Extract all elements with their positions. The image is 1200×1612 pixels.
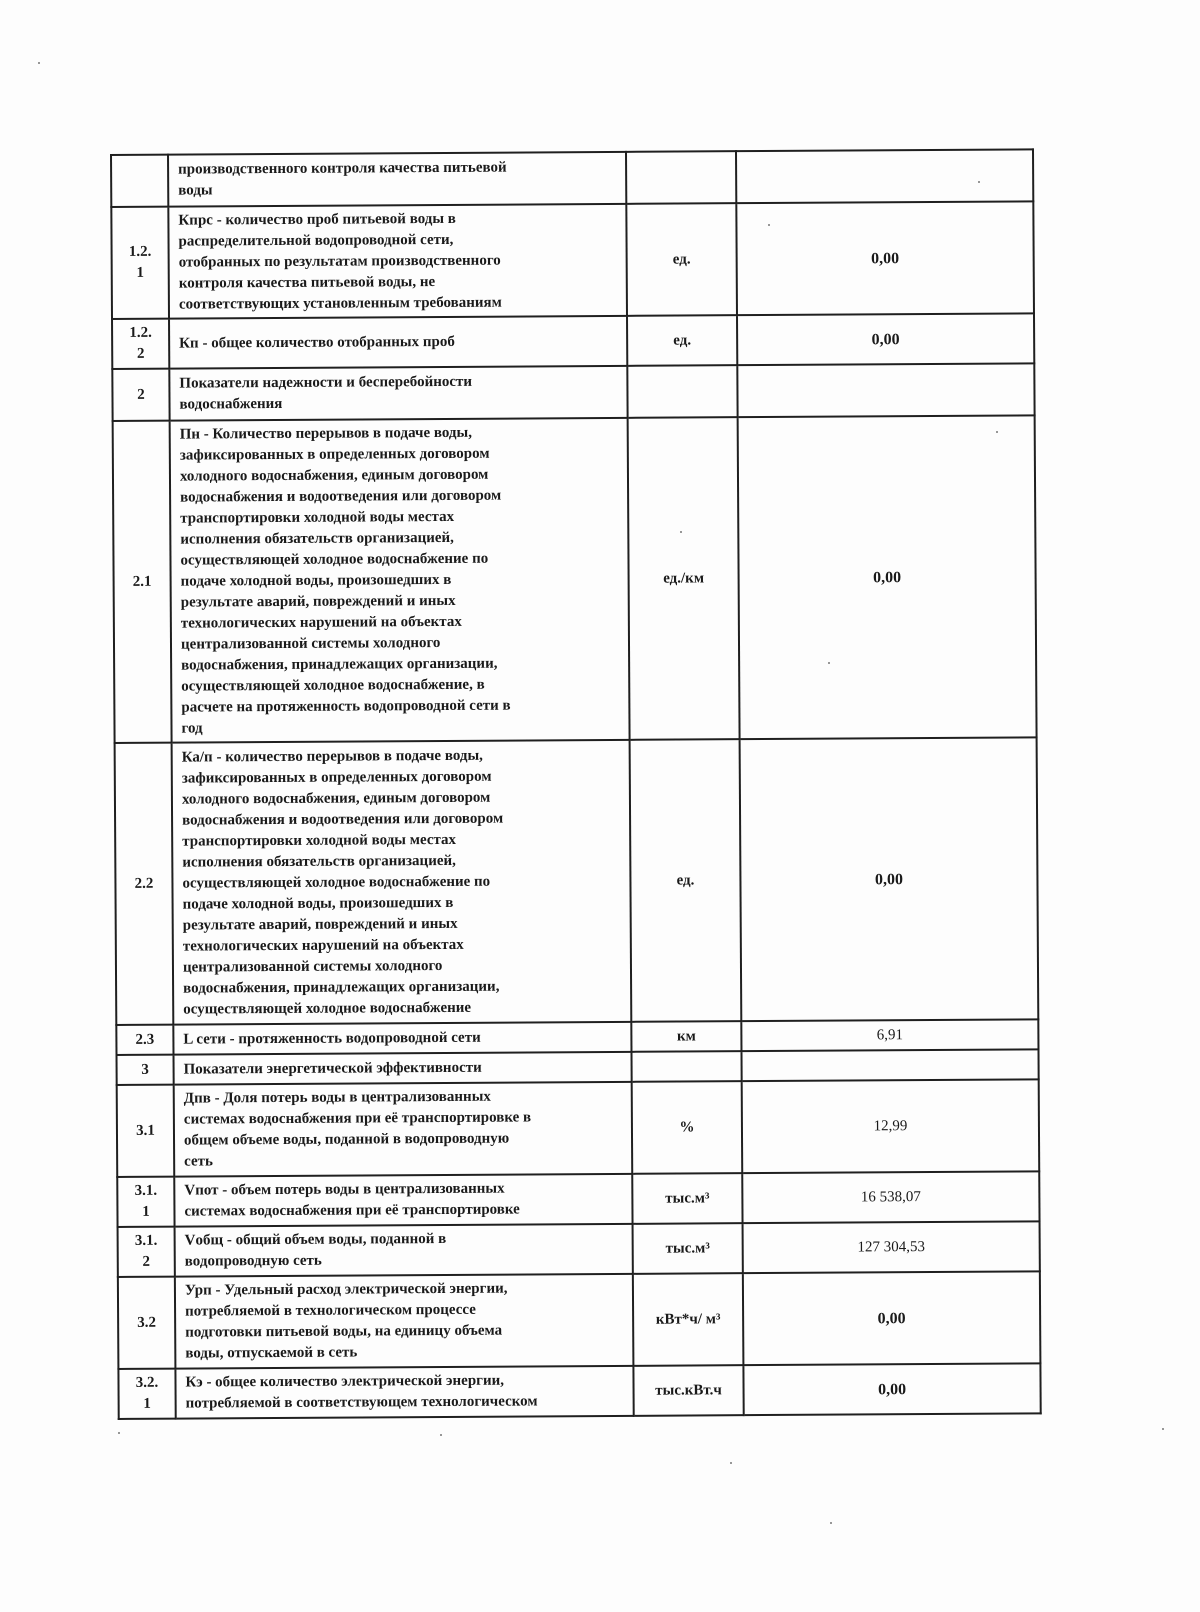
value-cell: 12,99 (742, 1079, 1040, 1173)
unit-cell: ед. (626, 203, 737, 316)
description-line: потребляемой в технологическом процессе (185, 1301, 476, 1320)
description-line: Кп - общее количество отобранных проб (179, 333, 455, 352)
indicator-description (174, 1052, 632, 1085)
row-number-line: 3.1. (134, 1182, 158, 1199)
description-line: общем объеме воды, поданной в водопроводную (183, 1130, 510, 1149)
value-cell: 0,00 (743, 1271, 1041, 1365)
row-number-line: 3 (141, 1061, 149, 1078)
description-line: потребляемой в соответствующем технологическом (185, 1393, 538, 1412)
description-line: системах водоснабжения при её транспортировке в (183, 1109, 532, 1128)
row-number-line: 2.2 (134, 875, 154, 892)
value-cell: 0,00 (743, 1363, 1040, 1415)
description-line: централизованной системы холодного (180, 634, 441, 653)
description-line: водоснабжения, принадлежащих организации, (181, 655, 498, 674)
description-line: соответствующих установленным требованиям (178, 294, 502, 313)
table-row (118, 1363, 1040, 1419)
indicator-description (172, 740, 632, 1025)
indicator-description (169, 366, 627, 421)
indicator-description (170, 418, 630, 743)
scan-speck (1162, 1428, 1164, 1430)
indicator-description (174, 1174, 632, 1227)
description-line: транспортировки холодной воды местах (182, 831, 457, 850)
description-line: результате аварий, повреждений и иных (180, 592, 456, 611)
indicator-description (168, 204, 627, 319)
row-number (112, 369, 169, 421)
table-row (118, 1271, 1041, 1369)
description-line: воды, отпускаемой в сеть (185, 1344, 358, 1362)
row-number-line: 2.3 (135, 1031, 155, 1048)
row-number-line: 2.1 (132, 573, 152, 590)
scan-speck (680, 531, 682, 533)
unit-cell: тыс.м³ (632, 1173, 742, 1224)
description-line: осуществляющей холодное водоснабжение, в (181, 676, 485, 695)
row-number-line: 2 (142, 1253, 151, 1270)
description-line: водоснабжения и водоотведения или договором (182, 810, 504, 829)
unit-cell: кВт*ч/ м³ (633, 1273, 744, 1366)
unit-cell: ед. (630, 739, 742, 1022)
description-line: отобранных по результатам производственного (178, 252, 501, 271)
scan-speck (978, 181, 980, 183)
value-cell: 0,00 (738, 415, 1037, 739)
table-row (117, 1079, 1040, 1177)
value-cell (741, 1049, 1038, 1081)
unit-cell: тыс.кВт.ч (633, 1365, 743, 1416)
unit-cell: % (632, 1081, 743, 1174)
description-line: Кпрс - количество проб питьевой воды в (178, 210, 456, 229)
row-number-line: 2 (137, 386, 145, 403)
row-number (117, 1085, 175, 1177)
value-cell: 0,00 (736, 201, 1034, 315)
description-line: системах водоснабжения при её транспортировке (184, 1201, 520, 1220)
row-number-line: 3.1. (134, 1232, 158, 1249)
table-row (111, 149, 1033, 207)
row-number-line: 3.2. (135, 1374, 159, 1391)
scan-speck (440, 1434, 442, 1436)
description-line: сеть (184, 1153, 214, 1170)
scan-speck (118, 1432, 120, 1434)
description-line: Кэ - общее количество электрической энергии, (185, 1372, 505, 1391)
row-number (115, 743, 174, 1025)
unit-cell (631, 1051, 741, 1082)
row-number-line: 1 (143, 1395, 151, 1412)
row-number (118, 1277, 176, 1369)
scan-speck (830, 1522, 832, 1524)
description-line: холодного водоснабжения, единым договором (179, 466, 489, 485)
row-number-line: 1.2. (128, 243, 152, 260)
indicator-description (175, 1224, 633, 1277)
description-line: воды (178, 182, 213, 199)
description-line: Урп - Удельный расход электрической энергии, (184, 1280, 508, 1299)
description-line: технологических нарушений на объектах (180, 613, 462, 632)
table-row (118, 1221, 1040, 1277)
indicator-description (173, 1022, 631, 1055)
description-line: транспортировки холодной воды местах (180, 508, 455, 527)
indicator-description (175, 1274, 634, 1369)
row-number-line: 3.2 (137, 1314, 157, 1331)
unit-cell: тыс.м³ (633, 1223, 743, 1274)
value-cell: 6,91 (741, 1019, 1038, 1051)
table-row (111, 201, 1034, 319)
description-line: L сети - протяженность водопроводной сети (183, 1029, 481, 1048)
unit-cell (626, 151, 736, 204)
scan-speck (996, 431, 998, 433)
description-line: водопроводную сеть (184, 1252, 322, 1270)
value-cell (736, 149, 1033, 203)
scan-speck (730, 1462, 732, 1464)
description-line: Пн - Количество перерывов в подаче воды, (179, 424, 472, 443)
description-line: осуществляющей холодное водоснабжение по (180, 550, 489, 569)
scan-speck (768, 224, 770, 226)
table-row (113, 415, 1037, 743)
unit-cell: ед./км (628, 417, 740, 740)
description-line: подаче холодной воды, произошедших в (182, 894, 454, 913)
unit-cell: км (631, 1021, 741, 1052)
row-number-line: 1 (142, 1203, 150, 1220)
value-cell (737, 363, 1034, 417)
description-line: осуществляющей холодное водоснабжение (183, 999, 472, 1018)
description-line: производственного контроля качества питьевой (178, 159, 507, 178)
table-row (115, 737, 1039, 1025)
row-number (111, 155, 168, 207)
value-cell: 127 304,53 (743, 1221, 1040, 1273)
indicators-table (110, 148, 1042, 1420)
table-row (117, 1171, 1039, 1227)
row-number-line: 1 (136, 264, 145, 281)
description-line: централизованной системы холодного (182, 957, 443, 976)
description-line: год (181, 719, 203, 737)
value-cell: 16 538,07 (742, 1171, 1039, 1223)
description-line: водоснабжения (179, 395, 283, 413)
description-line: Ка/п - количество перерывов в подаче воды, (181, 747, 483, 766)
description-line: Показатели энергетической эффективности (183, 1059, 482, 1078)
row-number (118, 1369, 175, 1419)
row-number-line: 2 (136, 345, 145, 362)
row-number (113, 421, 172, 743)
scan-speck (38, 62, 40, 64)
description-line: холодного водоснабжения, единым договором (181, 789, 491, 808)
row-number (118, 1227, 175, 1277)
description-line: Показатели надежности и бесперебойности (179, 373, 473, 392)
scan-speck (828, 662, 830, 664)
value-cell: 0,00 (740, 737, 1039, 1021)
table-row (112, 363, 1034, 421)
description-line: осуществляющей холодное водоснабжение по (182, 873, 491, 892)
unit-cell: ед. (627, 315, 737, 366)
description-line: распределительной водопроводной сети, (178, 231, 454, 250)
indicator-description (169, 316, 627, 369)
row-number-line: 3.1 (136, 1122, 155, 1139)
description-line: контроля качества питьевой воды, не (178, 273, 436, 292)
description-line: зафиксированных в определенных договором (181, 768, 492, 787)
description-line: подготовки питьевой воды, на единицу объема (185, 1322, 503, 1341)
description-line: водоснабжения, принадлежащих организации, (183, 978, 500, 997)
description-line: Дпв - Доля потерь воды в централизованных (183, 1088, 491, 1107)
table-row (112, 313, 1034, 369)
row-number (116, 1025, 173, 1055)
indicator-description (174, 1082, 633, 1177)
value-cell: 0,00 (737, 313, 1034, 365)
indicator-description (175, 1366, 633, 1419)
indicator-description (168, 152, 626, 207)
row-number (117, 1177, 174, 1227)
description-line: расчете на протяженность водопроводной сети в (181, 697, 511, 716)
row-number (117, 1055, 174, 1085)
unit-cell (627, 365, 737, 418)
description-line: подаче холодной воды, произошедших в (180, 571, 452, 590)
description-line: исполнения обязательств организацией, (182, 852, 456, 871)
description-line: зафиксированных в определенных договором (179, 445, 490, 464)
description-line: Vпот - объем потерь воды в централизованных (184, 1180, 505, 1199)
description-line: исполнения обязательств организацией, (180, 529, 454, 548)
description-line: технологических нарушений на объектах (182, 936, 464, 955)
description-line: результате аварий, повреждений и иных (182, 915, 458, 934)
description-line: Vобщ - общий объем воды, поданной в (184, 1230, 447, 1249)
row-number (111, 207, 169, 319)
description-line: водоснабжения и водоотведения или договором (180, 487, 502, 506)
row-number (112, 319, 169, 369)
row-number-line: 1.2. (129, 324, 152, 341)
